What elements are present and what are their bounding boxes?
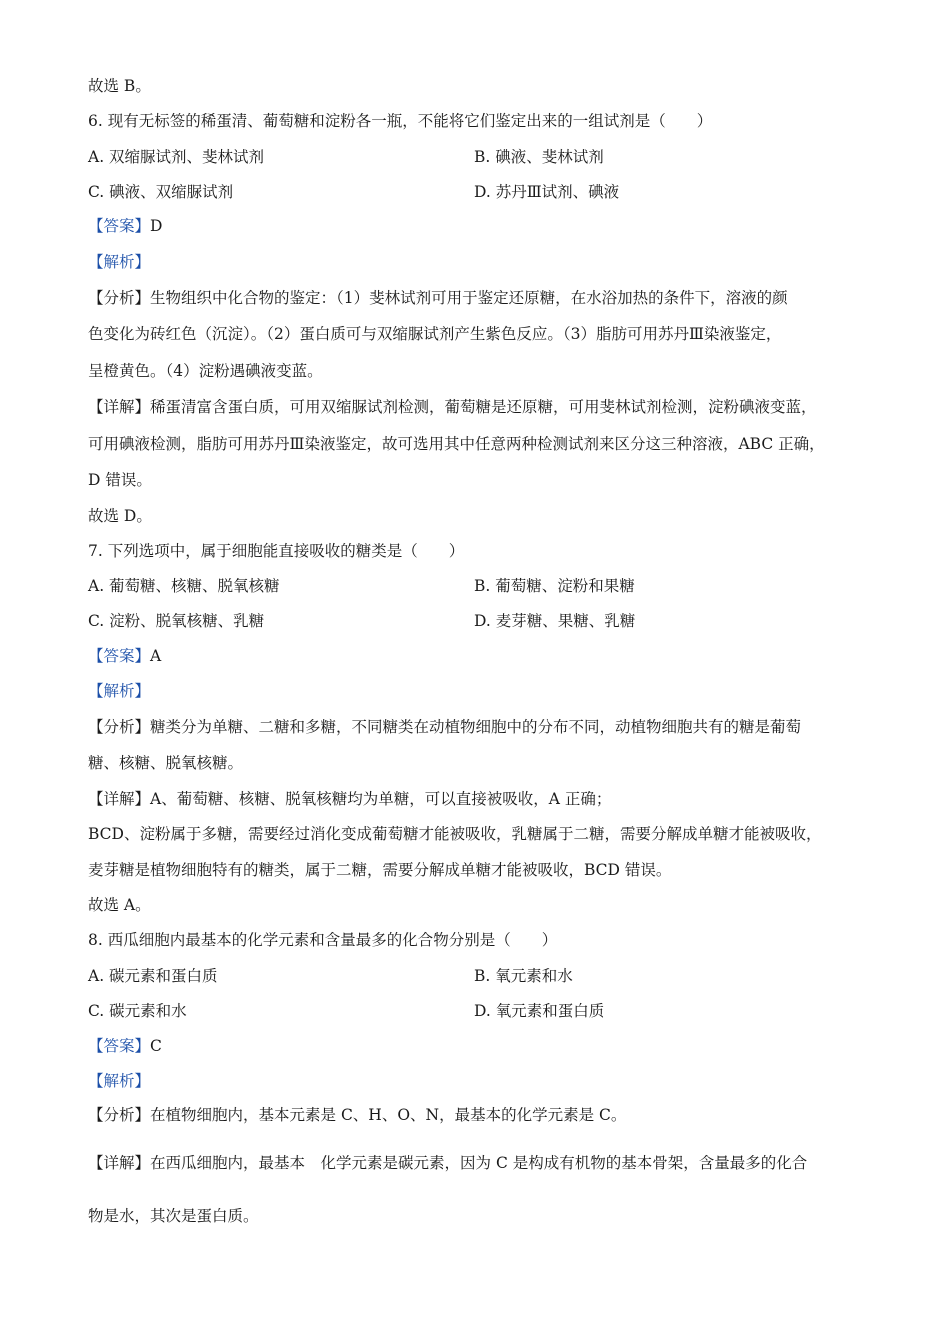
q6-option-d: D. 苏丹Ⅲ试剂、碘液: [474, 183, 620, 201]
q7-answer: A: [150, 647, 162, 665]
q6-answer: D: [150, 217, 163, 235]
q6-conclusion: 故选 D。: [88, 507, 152, 525]
q8-option-c: C. 碳元素和水: [88, 1002, 187, 1020]
q7-detail-line-2: BCD、淀粉属于多糖，需要经过消化变成葡萄糖才能被吸收，乳糖属于二糖，需要分解成单糖才能被吸收，: [88, 825, 822, 843]
detail-tag: 【详解】: [88, 790, 151, 808]
q8-stem: 8. 西瓜细胞内最基本的化学元素和含量最多的化合物分别是（ ）: [88, 931, 558, 949]
q8-answer: C: [150, 1037, 162, 1055]
q8-option-d: D. 氧元素和蛋白质: [474, 1002, 605, 1020]
fenxi-tag: 【分析】: [88, 289, 151, 307]
q7-detail-line-3: 麦芽糖是植物细胞特有的糖类，属于二糖，需要分解成单糖才能被吸收，BCD 错误。: [88, 861, 672, 879]
q6-fenxi-text-1: 生物组织中化合物的鉴定：（1）斐林试剂可用于鉴定还原糖，在水浴加热的条件下，溶液的颜: [150, 289, 788, 307]
detail-tag: 【详解】: [88, 398, 151, 416]
q7-option-b: B. 葡萄糖、淀粉和果糖: [474, 577, 635, 595]
q7-option-d: D. 麦芽糖、果糖、乳糖: [474, 612, 636, 630]
q7-conclusion: 故选 A。: [88, 896, 151, 914]
q8-detail-text-1: 在西瓜细胞内，最基本 化学元素是碳元素，因为 C 是构成有机物的基本骨架，含量最多的化合: [150, 1154, 808, 1172]
answer-tag: 【答案】: [88, 217, 151, 235]
answer-tag: 【答案】: [88, 1037, 151, 1055]
q7-answer-line: [88, 646, 161, 666]
q6-detail-line-3: D 错误。: [88, 471, 152, 489]
q8-fenxi-line-1: [88, 1105, 626, 1125]
q7-fenxi-line-1: [88, 717, 801, 737]
prev-conclusion: 故选 B。: [88, 77, 151, 95]
q8-detail-line-1: [88, 1153, 807, 1173]
fenxi-tag: 【分析】: [88, 1106, 151, 1124]
q6-fenxi-line-3: 呈橙黄色。（4）淀粉遇碘液变蓝。: [88, 362, 323, 380]
q6-fenxi-line-1: [88, 288, 788, 308]
answer-tag: 【答案】: [88, 647, 151, 665]
q8-fenxi-text-1: 在植物细胞内，基本元素是 C、H、O、N，最基本的化学元素是 C。: [150, 1106, 627, 1124]
q6-stem: 6. 现有无标签的稀蛋清、葡萄糖和淀粉各一瓶，不能将它们鉴定出来的一组试剂是（ ）: [88, 112, 713, 130]
q7-option-a: A. 葡萄糖、核糖、脱氧核糖: [88, 577, 280, 595]
fenxi-tag: 【分析】: [88, 718, 151, 736]
q8-detail-line-2: 物是水，其次是蛋白质。: [88, 1207, 259, 1225]
q7-option-c: C. 淀粉、脱氧核糖、乳糖: [88, 612, 265, 630]
q6-detail-text-1: 稀蛋清富含蛋白质，可用双缩脲试剂检测，葡萄糖是还原糖，可用斐林试剂检测，淀粉碘液变蓝，: [150, 398, 817, 416]
q6-analysis-tag: 【解析】: [88, 253, 151, 271]
q8-option-a: A. 碳元素和蛋白质: [88, 967, 218, 985]
q6-detail-line-1: [88, 397, 817, 417]
q7-detail-text-1: A、葡萄糖、核糖、脱氧核糖均为单糖，可以直接被吸收，A 正确；: [150, 790, 612, 808]
q7-fenxi-text-1: 糖类分为单糖、二糖和多糖，不同糖类在动植物细胞中的分布不同，动植物细胞共有的糖是葡萄: [150, 718, 802, 736]
q7-stem: 7. 下列选项中，属于细胞能直接吸收的糖类是（ ）: [88, 542, 465, 560]
q6-answer-line: [88, 216, 162, 236]
q7-analysis-tag: 【解析】: [88, 682, 151, 700]
q7-detail-line-1: [88, 789, 611, 809]
q8-option-b: B. 氧元素和水: [474, 967, 573, 985]
q6-option-b: B. 碘液、斐林试剂: [474, 148, 604, 166]
q8-analysis-tag: 【解析】: [88, 1072, 151, 1090]
q6-detail-line-2: 可用碘液检测，脂肪可用苏丹Ⅲ染液鉴定，故可选用其中任意两种检测试剂来区分这三种溶液，ABC 正确，: [88, 435, 825, 453]
q6-fenxi-line-2: 色变化为砖红色（沉淀）。（2）蛋白质可与双缩脲试剂产生紫色反应。（3）脂肪可用苏丹Ⅲ染液鉴定，: [88, 325, 782, 343]
q6-option-a: A. 双缩脲试剂、斐林试剂: [88, 148, 265, 166]
q6-option-c: C. 碘液、双缩脲试剂: [88, 183, 234, 201]
detail-tag: 【详解】: [88, 1154, 151, 1172]
q7-fenxi-line-2: 糖、核糖、脱氧核糖。: [88, 754, 244, 772]
q8-answer-line: [88, 1036, 162, 1056]
